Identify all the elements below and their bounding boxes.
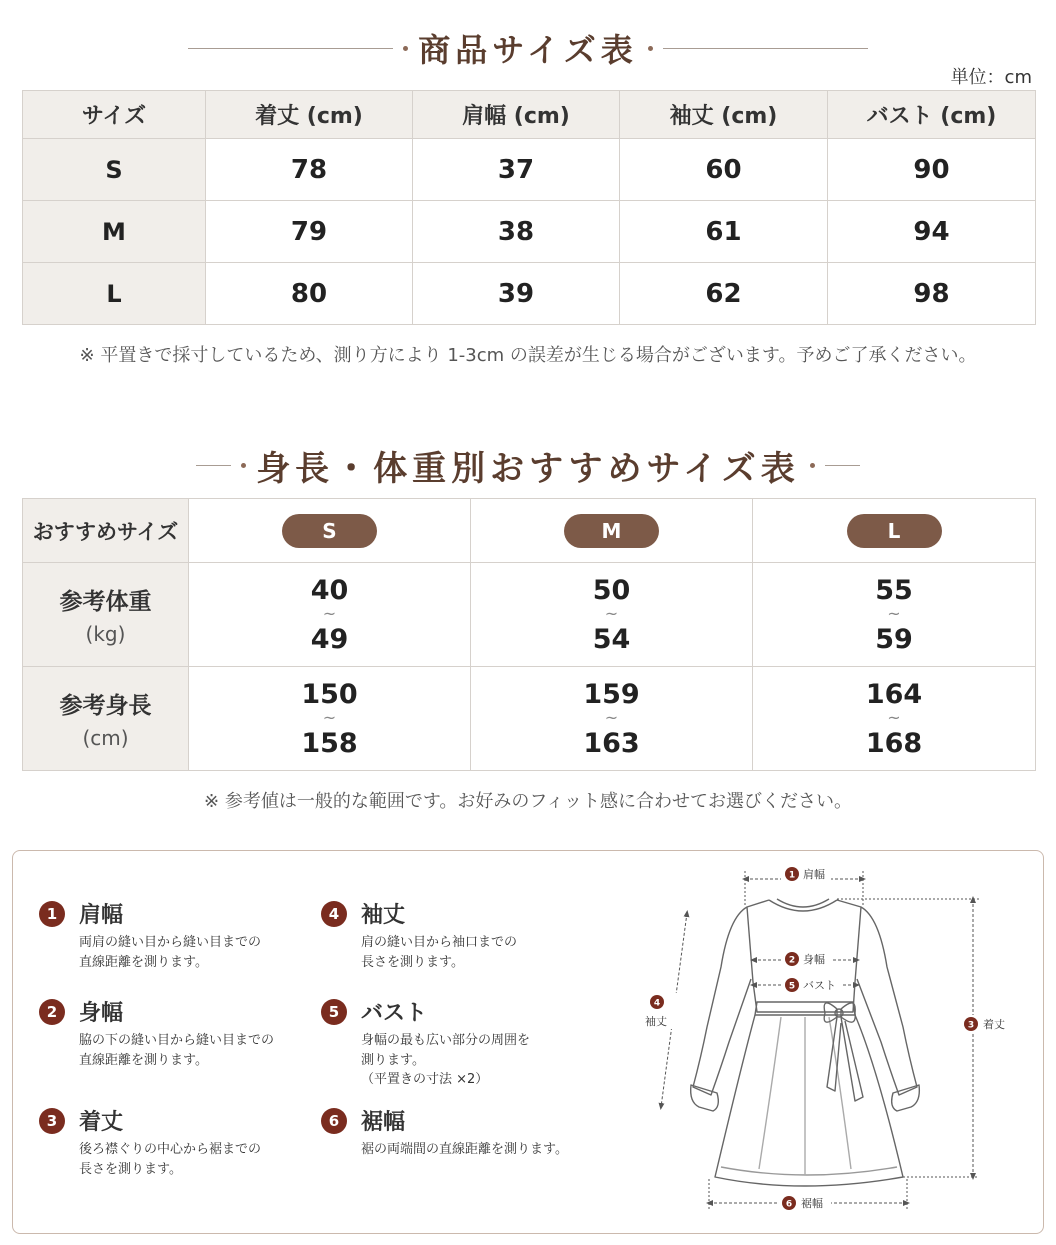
sleeve-cell: 62: [620, 263, 828, 325]
diagram-label-chest: [781, 950, 833, 968]
table-row: [23, 201, 1036, 263]
guide-item-description: 両肩の縫い目から縫い目までの 直線距離を測ります。: [79, 935, 262, 970]
number-badge: 3: [39, 1108, 65, 1134]
range-tilde: ~: [887, 603, 901, 623]
bust-cell: 90: [828, 139, 1036, 201]
header-sleeve: 袖丈 (cm): [620, 91, 828, 139]
title-right-rule: [825, 465, 860, 466]
range-tilde: ~: [322, 707, 337, 727]
size-badge-m: M: [564, 514, 659, 548]
table-row: [23, 667, 1036, 771]
shoulder-cell: 39: [413, 263, 620, 325]
diagram-label-text: 袖丈: [645, 1015, 667, 1028]
title-right-rule: [663, 48, 868, 49]
dress-measurement-diagram: [641, 857, 1041, 1229]
bust-cell: 94: [828, 201, 1036, 263]
guide-item-description: 肩の縫い目から袖口までの 長さを測ります。: [361, 935, 518, 970]
range-max: 49: [310, 623, 349, 655]
guide-item-title: 裾幅: [361, 1110, 406, 1135]
length-cell: 80: [206, 263, 413, 325]
guide-item-description: 後ろ襟ぐりの中心から裾までの 長さを測ります。: [79, 1142, 262, 1177]
size-chart-table: [22, 90, 1036, 325]
size-cell: S: [23, 139, 206, 201]
badge-number: 4: [653, 998, 661, 1009]
height-label: 参考身長: [59, 693, 152, 719]
range-min: 40: [310, 574, 349, 606]
guide-item-title: 袖丈: [361, 903, 406, 928]
size-chart-title-bar: [0, 26, 1056, 70]
range-min: 159: [583, 678, 640, 710]
size-cell: [189, 499, 471, 563]
bust-cell: 98: [828, 263, 1036, 325]
badge-number: 5: [788, 981, 796, 992]
range-min: 50: [592, 574, 631, 606]
height-label-cell: [23, 667, 189, 771]
size-badge-s: S: [282, 514, 377, 548]
table-row: [23, 263, 1036, 325]
dress-outline: [691, 899, 920, 1186]
reference-note: ※ 参考値は一般的な範囲です。お好みのフィット感に合わせてお選びください。: [204, 791, 852, 812]
measurement-note: ※ 平置きで採寸しているため、測り方により 1-3cm の誤差が生じる場合がございます。予めご了承ください。: [79, 345, 977, 366]
size-cell: [471, 499, 753, 563]
weight-unit: (kg): [85, 622, 126, 646]
recommend-size-label: おすすめサイズ: [23, 499, 189, 563]
guide-item-title: 身幅: [79, 1001, 124, 1026]
guide-item-title: 着丈: [79, 1110, 124, 1135]
guide-item-title: バスト: [361, 1001, 428, 1026]
number-badge: 4: [321, 901, 347, 927]
diagram-label-text: 着丈: [983, 1018, 1005, 1031]
badge-number: 6: [785, 1199, 793, 1210]
title-left-dot: [403, 46, 408, 51]
title-left-rule: [196, 465, 231, 466]
range-tilde: ~: [322, 603, 337, 623]
shoulder-cell: 38: [413, 201, 620, 263]
weight-range-cell: [753, 563, 1036, 667]
number-badge: 2: [39, 999, 65, 1025]
title-right-dot: [810, 463, 815, 468]
recommend-table: [22, 498, 1036, 771]
length-cell: 78: [206, 139, 413, 201]
header-bust: バスト (cm): [828, 91, 1036, 139]
range-max: 163: [583, 727, 640, 759]
guide-item-title: 肩幅: [79, 903, 124, 928]
size-badge-l: L: [847, 514, 942, 548]
size-chart-title: 商品サイズ表: [418, 31, 638, 69]
guide-item-description: 裾の両端間の直線距離を測ります。: [361, 1142, 568, 1157]
range-max: 54: [592, 623, 631, 655]
header-shoulder: 肩幅 (cm): [413, 91, 620, 139]
number-badge: 6: [321, 1108, 347, 1134]
table-row: [23, 499, 1036, 563]
range-tilde: ~: [604, 707, 619, 727]
title-right-dot: [648, 46, 653, 51]
range-max: 168: [865, 727, 923, 759]
badge-number: 2: [788, 955, 796, 966]
weight-range-cell: [189, 563, 471, 667]
range-max: 59: [875, 623, 913, 655]
diagram-label-length: [963, 1015, 1015, 1033]
length-cell: 79: [206, 201, 413, 263]
number-badge: 1: [39, 901, 65, 927]
title-left-rule: [188, 48, 393, 49]
title-left-dot: [241, 463, 246, 468]
recommend-title: 身長・体重別おすすめサイズ表: [256, 448, 800, 489]
diagram-label-shoulder: [781, 865, 831, 883]
size-table-header-row: [23, 91, 1036, 139]
range-min: 164: [865, 678, 923, 710]
table-row: [23, 139, 1036, 201]
weight-label-cell: [23, 563, 189, 667]
range-min: 150: [301, 678, 358, 710]
sleeve-cell: 61: [620, 201, 828, 263]
diagram-label-sleeve: [643, 993, 677, 1029]
height-range-cell: [753, 667, 1036, 771]
size-cell: M: [23, 201, 206, 263]
size-cell: L: [23, 263, 206, 325]
diagram-label-text: 身幅: [803, 953, 825, 966]
range-max: 158: [301, 727, 358, 759]
diagram-label-text: 裾幅: [801, 1197, 823, 1210]
height-unit: (cm): [82, 726, 129, 750]
height-range-cell: [471, 667, 753, 771]
header-size: サイズ: [23, 91, 206, 139]
sleeve-cell: 60: [620, 139, 828, 201]
diagram-label-bust: [781, 976, 843, 994]
unit-label: 単位：cm: [950, 67, 1032, 88]
range-tilde: ~: [604, 603, 619, 623]
shoulder-cell: 37: [413, 139, 620, 201]
number-badge: 5: [321, 999, 347, 1025]
diagram-label-hem: [779, 1194, 831, 1212]
range-tilde: ~: [887, 707, 901, 727]
height-range-cell: [189, 667, 471, 771]
measurement-lines: [661, 871, 979, 1209]
table-row: [23, 563, 1036, 667]
guide-item-description: 身幅の最も広い部分の周囲を 測ります。 （平置きの寸法 ×2）: [361, 1033, 531, 1087]
weight-range-cell: [471, 563, 753, 667]
range-min: 55: [875, 574, 913, 606]
header-length: 着丈 (cm): [206, 91, 413, 139]
size-cell: [753, 499, 1036, 563]
badge-number: 3: [967, 1020, 975, 1031]
diagram-label-text: バスト: [803, 979, 836, 992]
recommend-title-bar: [0, 442, 1056, 488]
weight-label: 参考体重: [59, 589, 152, 615]
guide-item-description: 脇の下の縫い目から縫い目までの 直線距離を測ります。: [79, 1033, 275, 1068]
diagram-label-text: 肩幅: [803, 868, 825, 881]
measurement-guide-panel: [12, 850, 1044, 1234]
badge-number: 1: [788, 870, 796, 881]
